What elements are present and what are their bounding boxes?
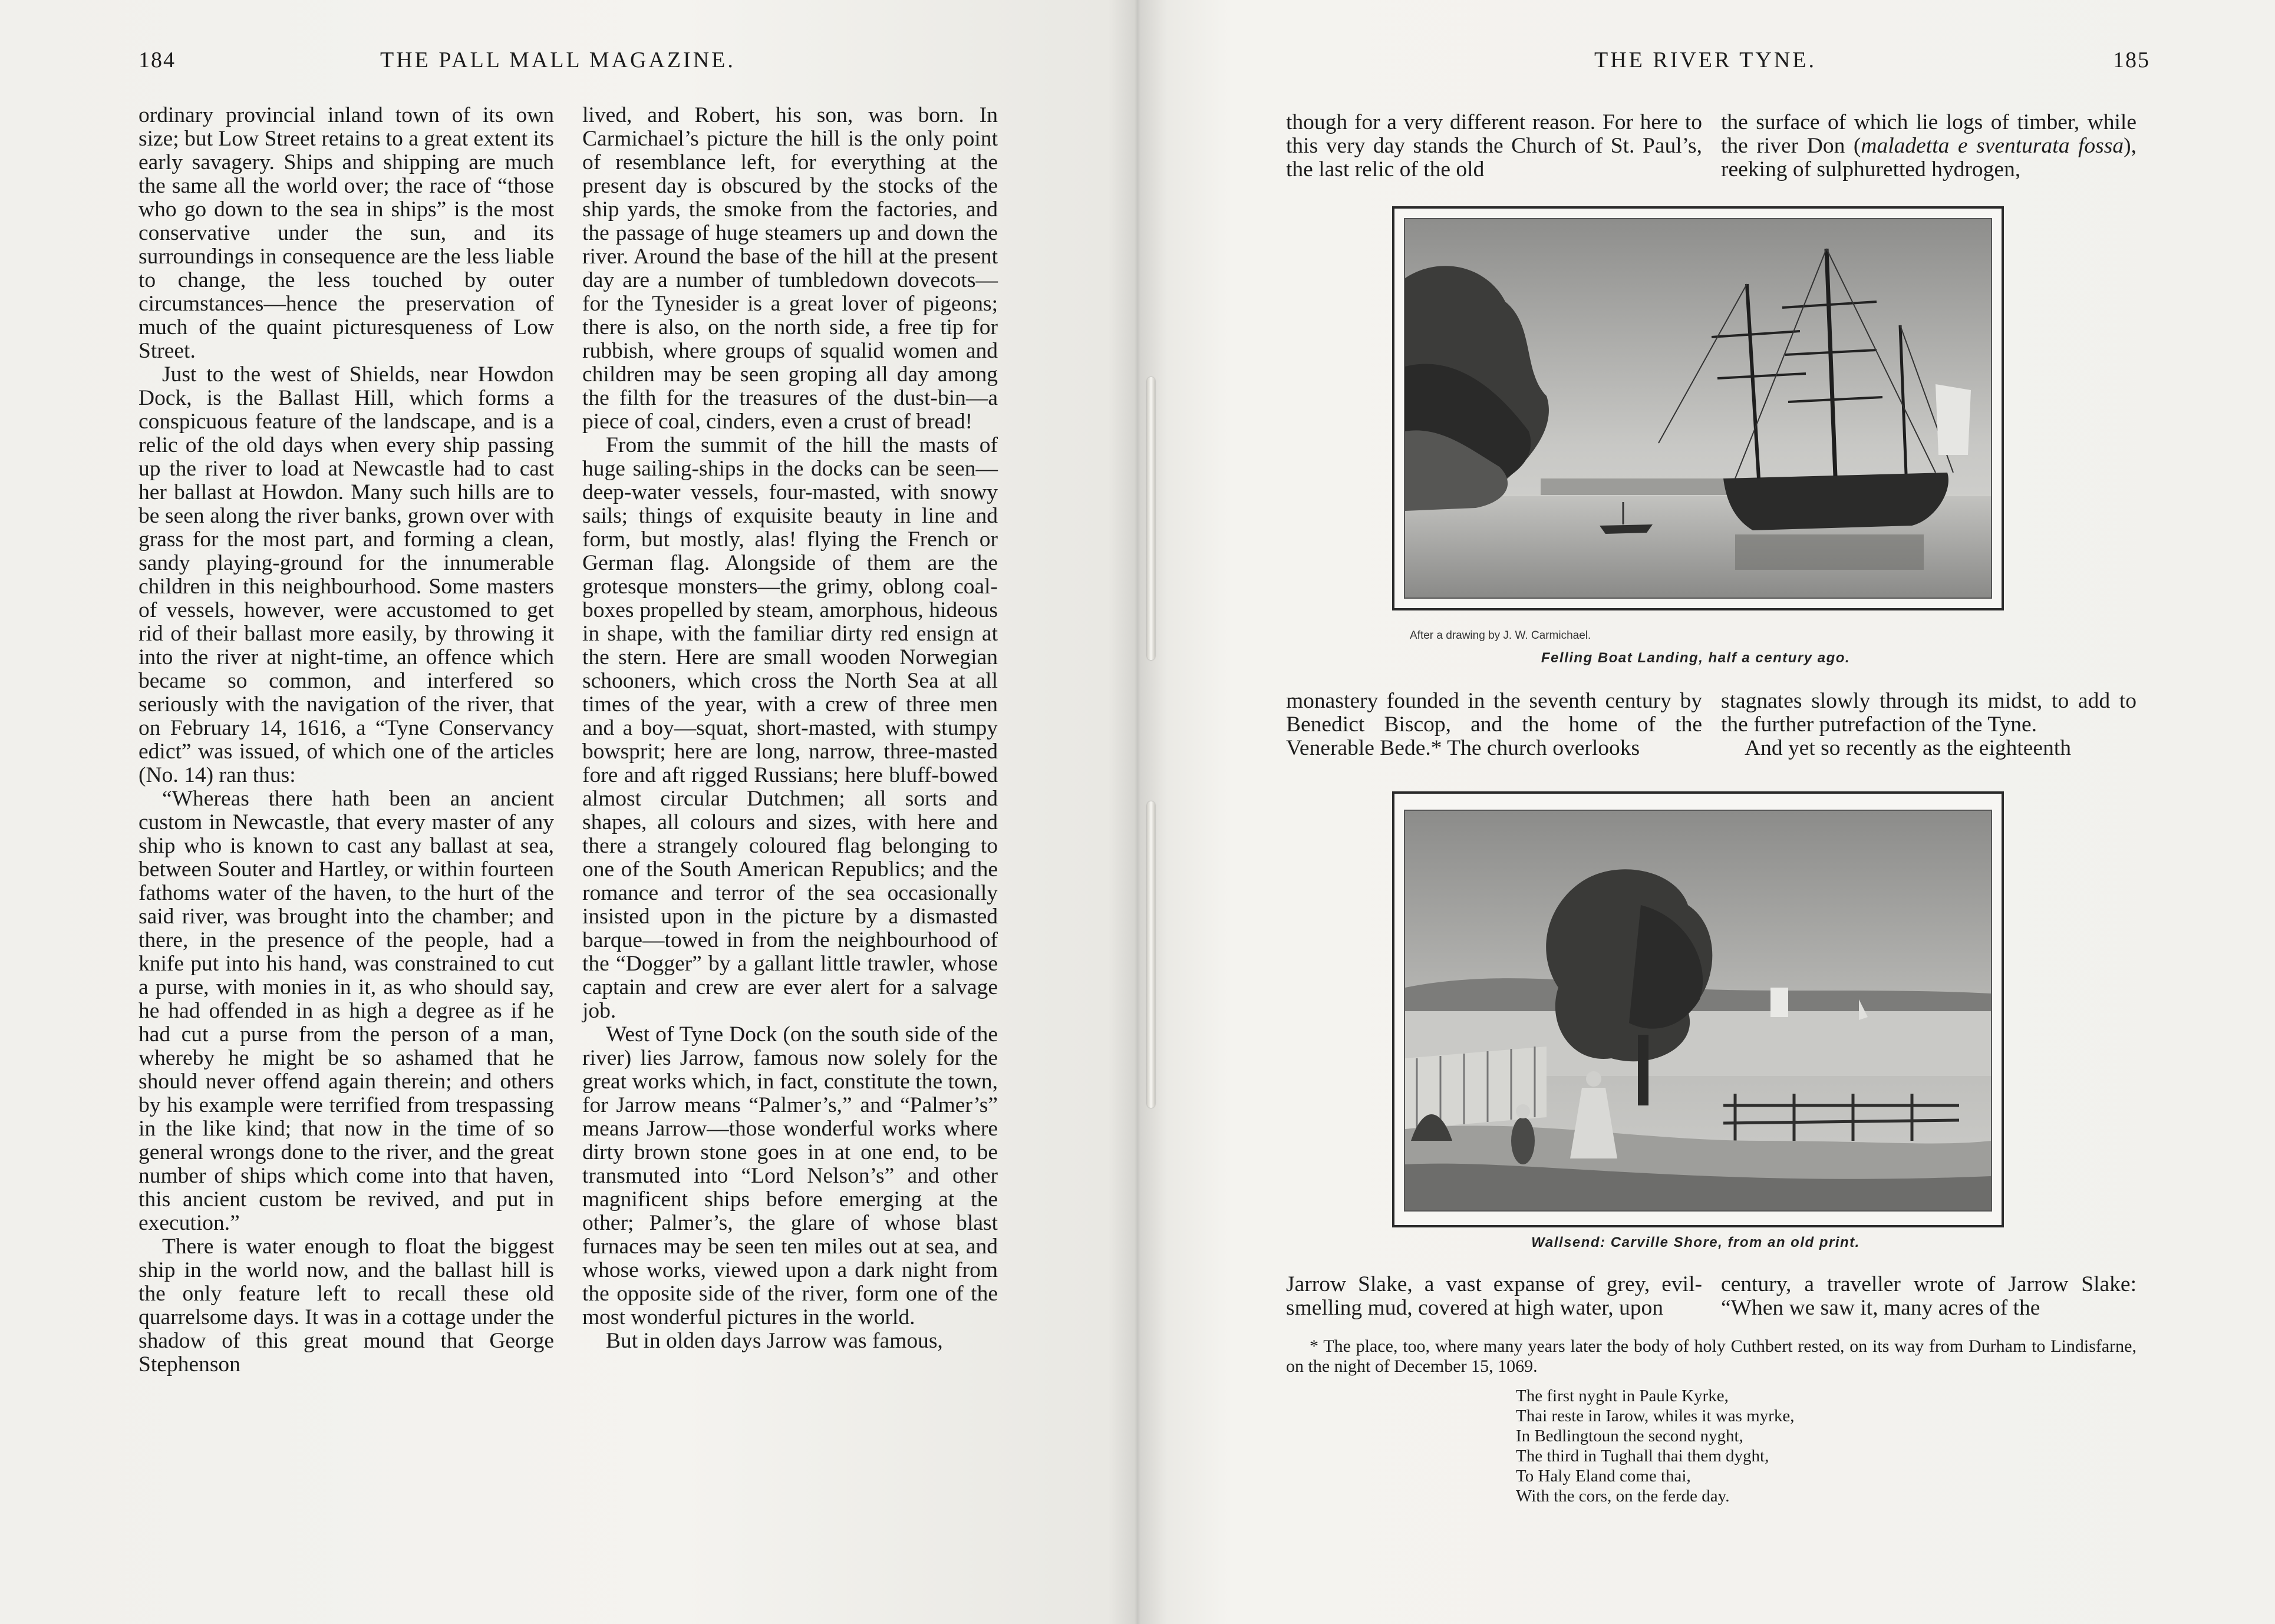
paragraph: But in olden days Jarrow was famous, [606, 1329, 943, 1353]
verse-line: The third in Tughall thai them dyght, [1516, 1447, 1769, 1465]
paragraph: century, a traveller wrote of Jarrow Slake: “When we saw it, many acres of the [1721, 1272, 2136, 1320]
text-column-2 [582, 104, 998, 1353]
paragraph: Jarrow Slake, a vast expanse of grey, evil-smelling mud, covered at high water, upon [1286, 1272, 1702, 1320]
text-column-1 [139, 104, 554, 1377]
page-number: 185 [2113, 48, 2150, 72]
illustration-wallsend-carville-shore [1404, 810, 1992, 1212]
running-head: THE RIVER TYNE. [1594, 48, 1816, 72]
italic-latin-phrase: maladetta e sventurata fossa [1861, 134, 2124, 158]
text-column-1-bottom [1286, 1273, 1702, 1320]
paragraph: though for a very different reason. For here to this very day stands the Church of St. Paul’s, the last relic of the old [1286, 110, 1702, 181]
book-gutter [1108, 0, 1167, 1624]
footnote-verse [1516, 1386, 1794, 1506]
text-column-2-bottom [1721, 1273, 2136, 1320]
binding-thread [1147, 801, 1155, 1108]
paragraph: And yet so recently as the eighteenth [1745, 736, 2071, 760]
paragraph: lived, and Robert, his son, was born. In Carmichael’s picture the hill is the only point of resemblance left, for everything at the present day is obscured by the stocks of the ship yards, the smoke from the factories, and the passage of huge steamers up and down the river. Around the base of the hill at the present day are a number of tumbledown dovecots—for the Tynesider is a great lover of pigeons; there is also, on the north side, a free tip for rubbish, where groups of squalid women and children may be seen groping all day among the filth for the treasures of the dust-bin—a piece of coal, cinders, even a crust of bread! [582, 103, 998, 434]
verse-line: Thai reste in Iarow, whiles it was myrke, [1516, 1407, 1795, 1425]
paragraph [1721, 111, 2136, 181]
paragraph: From the summit of the hill the masts of huge sailing-ships in the docks can be seen—deep-water vessels, four-masted, with snowy sails; things of exquisite beauty in line and form, but mostly, alas! flying the French or German flag. Alongside of them are the grotesque monsters—the grimy, oblong coal-boxes propelled by steam, amorphous, hideous in shape, with the familiar dirty red ensign at the stern. Here are small wooden Norwegian schooners, which cross the North Sea at all times of the year, with a crew of three men and a boy—squat, short-masted, with stumpy bowsprit; here are long, narrow, three-masted fore and aft rigged Russians; here bluff-bowed almost circular Dutchmen; all sorts and shapes, all colours and sizes, with here and there a strangely coloured flag belonging to one of the South American Republics; and the romance and terror of the sea occasionally insisted upon in the picture by a dismasted barque—towed in from the neighbourhood of the “Dogger” by a gallant little trawler, whose captain and crew are ever alert for a salvage job. [582, 433, 998, 1023]
figure-caption: Wallsend: Carville Shore, from an old print. [1531, 1234, 1860, 1250]
page-number: 184 [139, 48, 176, 72]
verse-line: The first nyght in Paule Kyrke, [1516, 1387, 1729, 1405]
landscape-engraving-image [1405, 811, 1991, 1210]
figure-caption: Felling Boat Landing, half a century ago. [1541, 650, 1851, 666]
text-column-2-middle [1721, 689, 2136, 760]
illustration-frame-wallsend [1392, 791, 2004, 1227]
text-run: ), reeking of sulphuretted hydrogen, [1721, 134, 2136, 181]
ship-engraving-image [1405, 219, 1991, 598]
figure-credit: After a drawing by J. W. Carmichael. [1410, 629, 1591, 642]
right-page [1138, 0, 2275, 1624]
text-column-2-top [1721, 111, 2136, 181]
paragraph: Just to the west of Shields, near Howdon Dock, is the Ballast Hill, which forms a conspicuous feature of the landscape, and is a relic of the old days when every ship passing up the river to load at Newcastle had to cast her ballast at Howdon. Many such hills are to be seen along the river banks, grown over with grass for the most part, and forming a clean, sandy playing-ground for the innumerable children in this neighbourhood. Some masters of vessels, however, were accustomed to get rid of their ballast more easily, by throwing it into the river at night-time, an offence which became so common, and interfered so seriously with the navigation of the river, that on February 14, 1616, a “Tyne Conservancy edict” was issued, of which one of the articles (No. 14) ran thus: [139, 362, 554, 787]
binding-thread [1147, 377, 1155, 660]
text-run: the surface of which lie logs of timber, while the river Don ( [1721, 110, 2136, 158]
verse-line: With the cors, on the ferde day. [1516, 1487, 1730, 1506]
paragraph: ordinary provincial inland town of its own size; but Low Street retains to a great extent its early savagery. Ships and shipping are much the same all the world over; the race of “those who go down to the sea in ships” is the most conservative under the sun, and its surroundings in consequence are the less liable to change, the less touched by outer circumstances—hence the preservation of much of the quaint picturesqueness of Low Street. [139, 103, 554, 363]
quotation-paragraph: “Whereas there hath been an ancient custom in Newcastle, that every master of any ship who is known to cast any ballast at sea, between Souter and Hartley, or within fourteen fathoms water of the haven, to the hurt of the said river, was brought into the chamber; and there, in the presence of the people, had a knife put into his hand, was constrained to cut a purse, with monies in it, as who should say, he had offended in as high a degree as if he had cut a purse from the person of a man, whereby he might be so ashamed that he should never offend again therein; and others by his example were terrified from trespassing in the like kind; that now in the time of so general wrongs done to the river, and the great number of ships which come into that haven, this ancient custom be revived, and put in execution.” [139, 787, 554, 1235]
verse-line: In Bedlingtoun the second nyght, [1516, 1427, 1743, 1445]
paragraph: monastery founded in the seventh century by Benedict Biscop, and the home of the Venerable Bede.* The church overlooks [1286, 689, 1702, 760]
paragraph: There is water enough to float the biggest ship in the world now, and the ballast hill is the only feature left to recall these old quarrelsome days. It was in a cottage under the shadow of this great mound that George Stephenson [139, 1234, 554, 1377]
text-column-1-top [1286, 111, 1702, 181]
text-column-1-middle [1286, 689, 1702, 760]
running-head: THE PALL MALL MAGAZINE. [380, 48, 736, 72]
verse-line: To Haly Eland come thai, [1516, 1467, 1691, 1486]
illustration-felling-boat-landing [1404, 218, 1992, 599]
paragraph: West of Tyne Dock (on the south side of the river) lies Jarrow, famous now solely for the great works which, in fact, constitute the town, for Jarrow means “Palmer’s,” and “Palmer’s” means Jarrow—those wonderful works where dirty brown stone goes in at one end, to be transmuted into “Lord Nelson’s” and other magnificent ships before emerging at the other; Palmer’s, the glare of whose blast furnaces may be seen ten miles out at sea, and whose works, viewed upon a dark night from the opposite side of the river, form one of the most wonderful pictures in the world. [582, 1022, 998, 1329]
paragraph: stagnates slowly through its midst, to add to the further putrefaction of the Tyne. [1721, 689, 2136, 737]
footnote-text: * The place, too, where many years later the body of holy Cuthbert rested, on its way from Durham to Lindisfarne, on the night of December 15, 1069. [1286, 1336, 2136, 1376]
illustration-frame-felling-boat-landing [1392, 206, 2004, 610]
footnote [1286, 1336, 2136, 1377]
